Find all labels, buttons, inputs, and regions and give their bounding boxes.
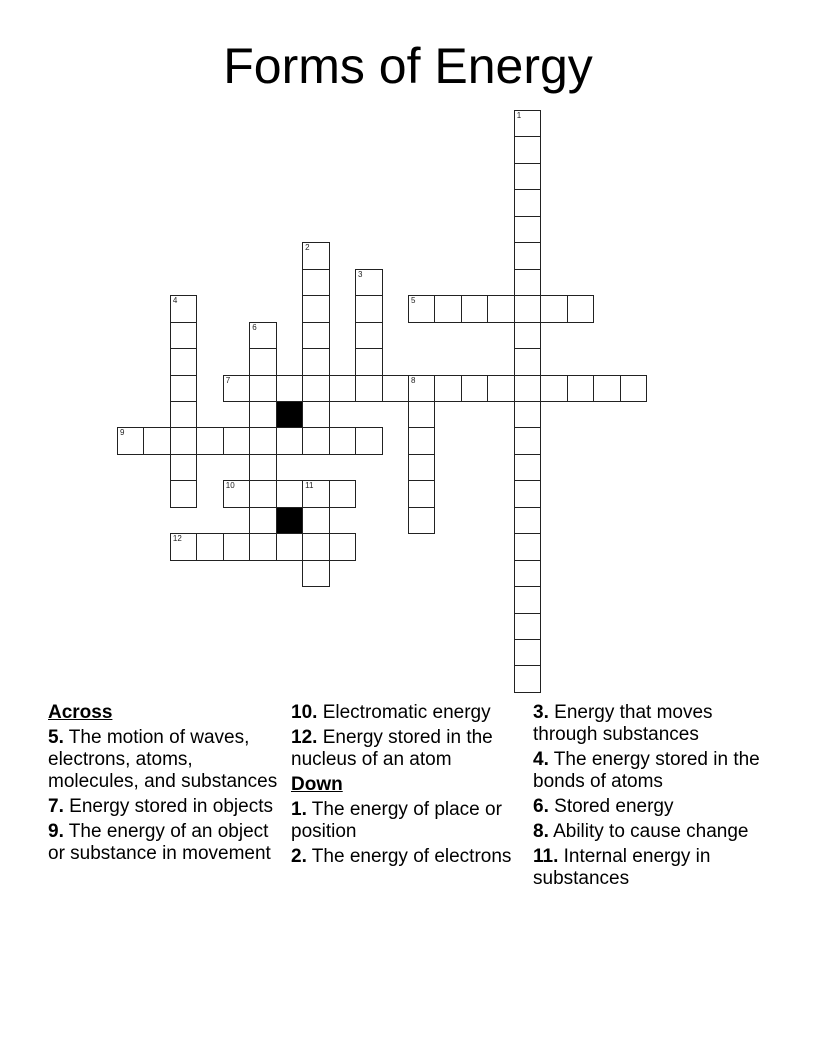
grid-cell[interactable] xyxy=(249,454,277,482)
grid-cell[interactable] xyxy=(302,560,330,588)
clue-across-5 xyxy=(48,727,288,793)
down-heading: Down xyxy=(291,774,343,795)
clue-number: 6. xyxy=(533,796,549,817)
grid-cell[interactable] xyxy=(249,427,277,455)
grid-cell[interactable] xyxy=(170,401,198,429)
clue-across-10 xyxy=(291,702,531,724)
across-heading: Across xyxy=(48,702,113,723)
clue-number-label: 6 xyxy=(252,322,257,332)
grid-cell[interactable] xyxy=(170,348,198,376)
clues-column-3 xyxy=(533,702,773,893)
clue-number-label: 8 xyxy=(410,375,416,385)
grid-cell[interactable] xyxy=(302,533,330,561)
grid-cell[interactable] xyxy=(196,533,224,561)
clue-text: Electromatic energy xyxy=(322,702,491,723)
grid-cell[interactable] xyxy=(408,480,436,508)
grid-cell[interactable] xyxy=(514,136,542,164)
grid-cell[interactable] xyxy=(514,216,542,244)
clue-text: Energy stored in objects xyxy=(69,796,273,817)
grid-cell[interactable] xyxy=(514,427,542,455)
clue-text: The energy stored in the bonds of atoms xyxy=(533,749,760,792)
grid-cell[interactable] xyxy=(382,375,410,403)
grid-cell[interactable] xyxy=(514,639,542,667)
grid-cell[interactable] xyxy=(249,507,277,535)
clue-text: Ability to cause change xyxy=(553,821,749,842)
grid-cell[interactable] xyxy=(434,295,462,323)
grid-cell[interactable] xyxy=(514,189,542,217)
grid-cell[interactable] xyxy=(620,375,648,403)
clue-across-7 xyxy=(48,796,288,818)
clue-number-label: 7 xyxy=(225,375,231,385)
grid-cell[interactable] xyxy=(514,613,542,641)
grid-cell[interactable] xyxy=(514,533,542,561)
grid-cell[interactable] xyxy=(143,427,171,455)
clue-number: 11. xyxy=(533,846,559,867)
clue-number: 10. xyxy=(291,702,318,723)
grid-cell[interactable] xyxy=(514,375,542,403)
grid-cell[interactable] xyxy=(302,401,330,429)
grid-cell[interactable] xyxy=(487,375,515,403)
grid-cell[interactable] xyxy=(302,348,330,376)
grid-cell[interactable] xyxy=(223,427,251,455)
clue-across-9 xyxy=(48,821,288,865)
grid-cell[interactable] xyxy=(302,269,330,297)
grid-cell[interactable] xyxy=(302,322,330,350)
grid-cell[interactable] xyxy=(408,401,436,429)
grid-cell[interactable] xyxy=(408,375,436,403)
clue-down-8 xyxy=(533,821,773,843)
grid-cell[interactable] xyxy=(329,427,357,455)
grid-cell[interactable] xyxy=(355,348,383,376)
grid-cell[interactable] xyxy=(276,480,304,508)
clue-number: 2. xyxy=(291,846,307,867)
grid-cell[interactable] xyxy=(249,348,277,376)
grid-cell[interactable] xyxy=(355,295,383,323)
clue-number: 12. xyxy=(291,727,318,748)
grid-cell[interactable] xyxy=(514,401,542,429)
grid-cell[interactable] xyxy=(302,242,330,270)
grid-cell[interactable] xyxy=(223,533,251,561)
clue-across-12 xyxy=(291,727,531,771)
grid-cell[interactable] xyxy=(514,295,542,323)
grid-cell[interactable] xyxy=(249,480,277,508)
clue-number-label: 4 xyxy=(172,296,178,306)
clue-number-label: 5 xyxy=(410,296,416,306)
grid-cell[interactable] xyxy=(514,242,542,270)
clue-number-label: 10 xyxy=(225,481,235,491)
clue-number-label: 12 xyxy=(172,534,182,544)
grid-cell[interactable] xyxy=(329,480,357,508)
grid-cell[interactable] xyxy=(408,507,436,535)
grid-cell[interactable] xyxy=(170,533,198,561)
clue-number-label: 1 xyxy=(516,111,522,120)
clue-text: Energy that moves through substances xyxy=(533,702,713,745)
clue-number-label: 11 xyxy=(305,481,314,491)
grid-cell[interactable] xyxy=(514,480,542,508)
clue-number-label: 2 xyxy=(305,243,310,253)
black-cell xyxy=(276,401,304,429)
clue-number: 1. xyxy=(291,799,307,820)
grid-cell[interactable] xyxy=(329,533,357,561)
clue-text: The energy of electrons xyxy=(311,846,512,867)
clues-column-2 xyxy=(291,702,531,871)
grid-cell[interactable] xyxy=(514,322,542,350)
grid-cell[interactable] xyxy=(223,480,251,508)
grid-cell[interactable] xyxy=(408,295,436,323)
clue-number: 5. xyxy=(48,727,64,748)
grid-cell[interactable] xyxy=(514,163,542,191)
clue-number: 4. xyxy=(533,749,549,770)
clue-text: Internal energy in substances xyxy=(533,846,711,889)
grid-cell[interactable] xyxy=(249,401,277,429)
grid-cell[interactable] xyxy=(196,427,224,455)
clue-down-11 xyxy=(533,846,773,890)
grid-cell[interactable] xyxy=(408,454,436,482)
clues-column-1 xyxy=(48,702,288,868)
grid-cell[interactable] xyxy=(514,560,542,588)
grid-cell[interactable] xyxy=(302,507,330,535)
grid-cell[interactable] xyxy=(540,375,568,403)
grid-cell[interactable] xyxy=(249,322,277,350)
clue-number: 3. xyxy=(533,702,549,723)
grid-cell[interactable] xyxy=(249,375,277,403)
clue-text: The energy of place or position xyxy=(291,799,502,842)
grid-cell[interactable] xyxy=(117,427,145,455)
grid-cell[interactable] xyxy=(514,269,542,297)
grid-cell[interactable] xyxy=(461,295,489,323)
grid-cell[interactable] xyxy=(514,110,542,138)
grid-cell[interactable] xyxy=(170,375,198,403)
clue-down-2 xyxy=(291,846,531,868)
grid-cell[interactable] xyxy=(514,586,542,614)
grid-cell[interactable] xyxy=(170,427,198,455)
clue-down-1 xyxy=(291,799,531,843)
grid-cell[interactable] xyxy=(514,665,542,693)
grid-cell[interactable] xyxy=(302,375,330,403)
grid-cell[interactable] xyxy=(487,295,515,323)
grid-cell[interactable] xyxy=(276,533,304,561)
grid-cell[interactable] xyxy=(540,295,568,323)
grid-cell[interactable] xyxy=(355,269,383,297)
clue-down-6 xyxy=(533,796,773,818)
grid-cell[interactable] xyxy=(461,375,489,403)
grid-cell[interactable] xyxy=(408,427,436,455)
grid-cell[interactable] xyxy=(170,295,198,323)
grid-cell[interactable] xyxy=(355,427,383,455)
grid-cell[interactable] xyxy=(249,533,277,561)
black-cell xyxy=(276,507,304,535)
clue-down-4 xyxy=(533,749,773,793)
clue-number-label: 9 xyxy=(120,428,125,438)
clue-number: 7. xyxy=(48,796,64,817)
grid-cell[interactable] xyxy=(276,427,304,455)
clue-number: 8. xyxy=(533,821,549,842)
grid-cell[interactable] xyxy=(170,454,198,482)
grid-cell[interactable] xyxy=(434,375,462,403)
grid-cell[interactable] xyxy=(514,507,542,535)
clue-number-label: 3 xyxy=(358,269,363,279)
clue-text: Energy stored in the nucleus of an atom xyxy=(291,727,493,770)
grid-cell[interactable] xyxy=(302,427,330,455)
grid-cell[interactable] xyxy=(514,454,542,482)
grid-cell[interactable] xyxy=(223,375,251,403)
grid-cell[interactable] xyxy=(514,348,542,376)
grid-cell[interactable] xyxy=(567,295,595,323)
grid-cell[interactable] xyxy=(302,480,330,508)
clue-number: 9. xyxy=(48,821,64,842)
grid-cell[interactable] xyxy=(355,375,383,403)
grid-cell[interactable] xyxy=(355,322,383,350)
grid-cell[interactable] xyxy=(567,375,595,403)
grid-cell[interactable] xyxy=(329,375,357,403)
clue-text: The energy of an object or substance in movement xyxy=(48,821,271,864)
clue-down-3 xyxy=(533,702,773,746)
grid-cell[interactable] xyxy=(593,375,621,403)
grid-cell[interactable] xyxy=(276,375,304,403)
clue-text: The motion of waves, electrons, atoms, molecules, and substances xyxy=(48,727,278,792)
grid-cell[interactable] xyxy=(302,295,330,323)
clue-text: Stored energy xyxy=(554,796,674,817)
grid-cell[interactable] xyxy=(170,322,198,350)
grid-cell[interactable] xyxy=(170,480,198,508)
puzzle-title: Forms of Energy xyxy=(223,38,593,94)
